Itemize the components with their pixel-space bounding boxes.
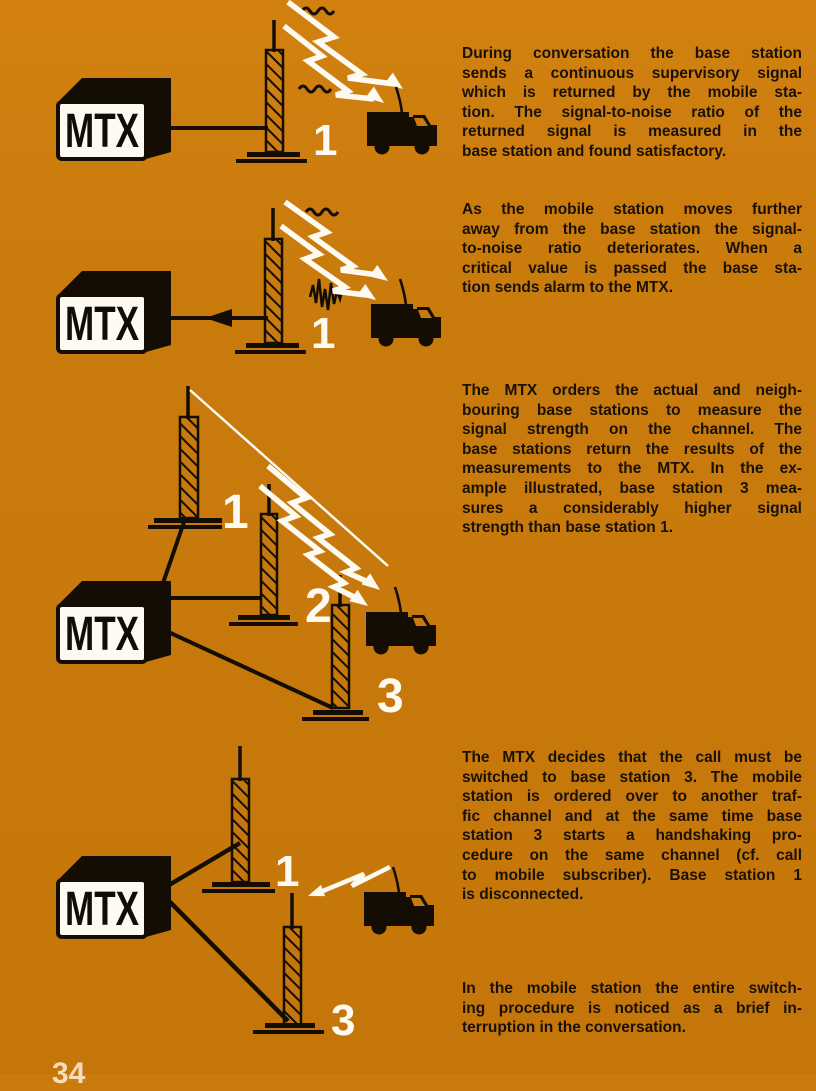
tower-base	[154, 518, 222, 523]
mobile-station-truck	[366, 587, 436, 655]
mtx-label: MTX	[65, 883, 139, 936]
base-station-tower-3	[253, 893, 324, 1034]
station-number: 2	[305, 580, 332, 633]
lattice-mast	[261, 514, 277, 615]
station-number: 3	[331, 996, 356, 1045]
caption-alarm	[462, 200, 802, 298]
base-station-tower	[236, 20, 307, 163]
radio-signal-arrows	[281, 202, 392, 306]
lattice-mast	[180, 417, 198, 518]
caption-line: sures a considerably higher signal	[462, 499, 802, 517]
lattice-mast	[232, 779, 249, 882]
caption-line: tion. The signal-to-noise ratio of the	[462, 103, 802, 121]
base-station-tower	[235, 208, 306, 354]
mtx-label: MTX	[65, 608, 139, 661]
tower-base	[313, 710, 363, 715]
caption-interruption	[462, 979, 802, 1038]
caption-handover	[462, 748, 802, 905]
caption-line: station is ordered over to another traf-	[462, 788, 802, 806]
caption-line: is disconnected.	[462, 886, 584, 904]
station-number: 1	[311, 309, 336, 358]
caption-line: away from the base station the signal-	[462, 220, 802, 238]
panel-handover	[58, 746, 434, 1045]
caption-line: station 3 starts a handshaking pro-	[462, 827, 802, 845]
mobile-station-truck	[371, 279, 441, 347]
tower-ground	[236, 159, 307, 163]
lattice-mast	[265, 239, 282, 343]
base-station-tower-1	[202, 746, 275, 893]
panel-signal-measurement	[58, 386, 436, 723]
caption-supervisory-signal	[462, 44, 802, 162]
caption-line: sends a continuous supervisory signal	[462, 64, 802, 82]
tower-ground	[148, 525, 222, 529]
caption-line: The MTX orders the actual and neigh-	[462, 382, 802, 399]
radio-signal-arrows	[284, 2, 407, 109]
caption-line: to mobile subscriber). Base station 1	[462, 866, 802, 884]
alarm-arrowhead	[205, 309, 232, 327]
tower-ground	[302, 717, 369, 721]
panel-alarm-to-mtx	[58, 202, 441, 358]
caption-line: signal strength on the channel. The	[462, 421, 802, 439]
weak-signal-line	[190, 390, 388, 566]
caption-line: tion sends alarm to the MTX.	[462, 279, 673, 297]
tower-ground	[253, 1030, 324, 1034]
caption-line: returned signal is measured in the	[462, 123, 802, 141]
caption-line: The MTX decides that the call must be	[462, 749, 802, 766]
lattice-mast	[284, 927, 301, 1025]
lattice-mast	[332, 605, 349, 708]
caption-line: which is returned by the mobile sta-	[462, 84, 802, 102]
caption-line: base stations return the results of the	[462, 440, 802, 458]
station-number: 3	[377, 670, 404, 723]
caption-line: measurements to the MTX. In the ex-	[462, 460, 802, 478]
caption-line: During conversation the base station	[462, 45, 802, 62]
page-number: 34	[52, 1057, 86, 1090]
tower-base	[246, 343, 299, 348]
panel-supervisory-signal	[58, 2, 437, 165]
mtx-label: MTX	[65, 298, 139, 351]
mtx-switch	[58, 581, 171, 662]
caption-line: ample illustrated, base station 3 mea-	[462, 479, 802, 497]
station-number: 1	[275, 847, 300, 896]
caption-line: As the mobile station moves further	[462, 201, 802, 218]
caption-line: ing procedure is noticed as a brief in-	[462, 999, 802, 1017]
tower-ground	[229, 622, 298, 626]
mtx-switch	[58, 271, 171, 352]
caption-line: strength than base station 1.	[462, 519, 674, 537]
mtx-switch	[58, 78, 171, 159]
caption-line: to-noise ratio deteriorates. When a	[462, 240, 802, 258]
tower-base	[247, 152, 300, 157]
caption-measurement	[462, 381, 802, 538]
mtx-label: MTX	[65, 105, 139, 158]
station-number: 1	[313, 116, 338, 165]
caption-line: critical value is passed the base sta-	[462, 259, 802, 277]
tower-base	[238, 615, 290, 620]
caption-line: In the mobile station the entire switch-	[462, 980, 802, 997]
lattice-mast	[266, 50, 283, 152]
landline-links	[164, 843, 288, 1021]
caption-line: switched to base station 3. The mobile	[462, 768, 802, 786]
station-number: 1	[222, 486, 249, 539]
caption-line: base station and found satisfactory.	[462, 142, 727, 160]
speech-squiggle-icon	[306, 209, 338, 215]
tower-ground	[202, 889, 275, 893]
caption-line: fic channel and at the same time base	[462, 807, 802, 825]
tower-base	[265, 1023, 315, 1028]
tower-base	[212, 882, 270, 887]
caption-line: bouring base stations to measure the	[462, 401, 802, 419]
tower-ground	[235, 350, 306, 354]
mtx-switch	[58, 856, 171, 937]
caption-line: cedure on the same channel (cf. call	[462, 846, 802, 864]
caption-line: terruption in the conversation.	[462, 1019, 686, 1037]
